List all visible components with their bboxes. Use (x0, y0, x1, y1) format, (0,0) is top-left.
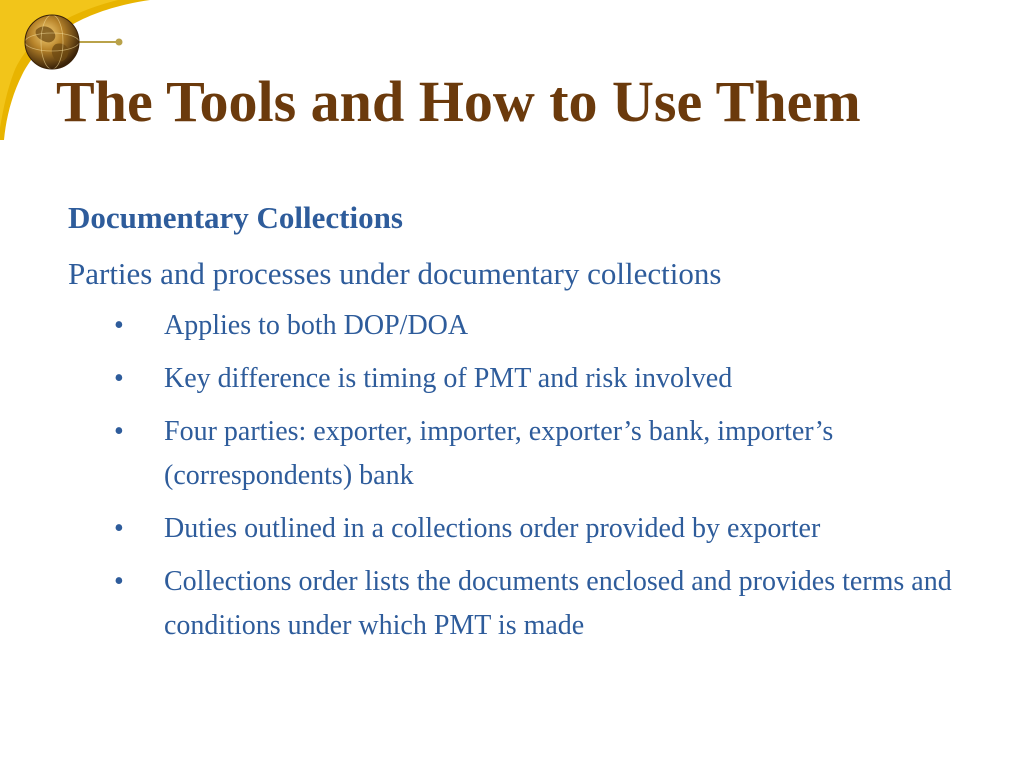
bullet-icon: • (114, 416, 124, 447)
globe-icon (25, 15, 79, 69)
bullet-text: Key difference is timing of PMT and risk involved (164, 363, 733, 394)
list-item (68, 560, 968, 648)
list-item (68, 357, 968, 401)
slide-title: The Tools and How to Use Them (56, 69, 861, 134)
list-item (68, 410, 968, 498)
bullet-icon: • (114, 566, 124, 597)
list-item (68, 507, 968, 551)
bullet-list (68, 304, 968, 648)
bullet-text: Duties outlined in a collections order provided by exporter (164, 513, 821, 544)
bullet-icon: • (114, 363, 124, 394)
bullet-text: Four parties: exporter, importer, exporter’s bank, importer’s (correspondents) bank (164, 416, 834, 491)
bullet-icon: • (114, 513, 124, 544)
connector-dot (116, 39, 123, 46)
bullet-icon: • (114, 310, 124, 341)
slide-body (68, 196, 968, 657)
intro-text: Parties and processes under documentary collections (68, 256, 722, 291)
section-heading: Documentary Collections (68, 200, 403, 235)
bullet-text: Applies to both DOP/DOA (164, 310, 469, 341)
bullet-text: Collections order lists the documents enclosed and provides terms and conditions under which PMT is made (164, 566, 952, 641)
list-item (68, 304, 968, 348)
